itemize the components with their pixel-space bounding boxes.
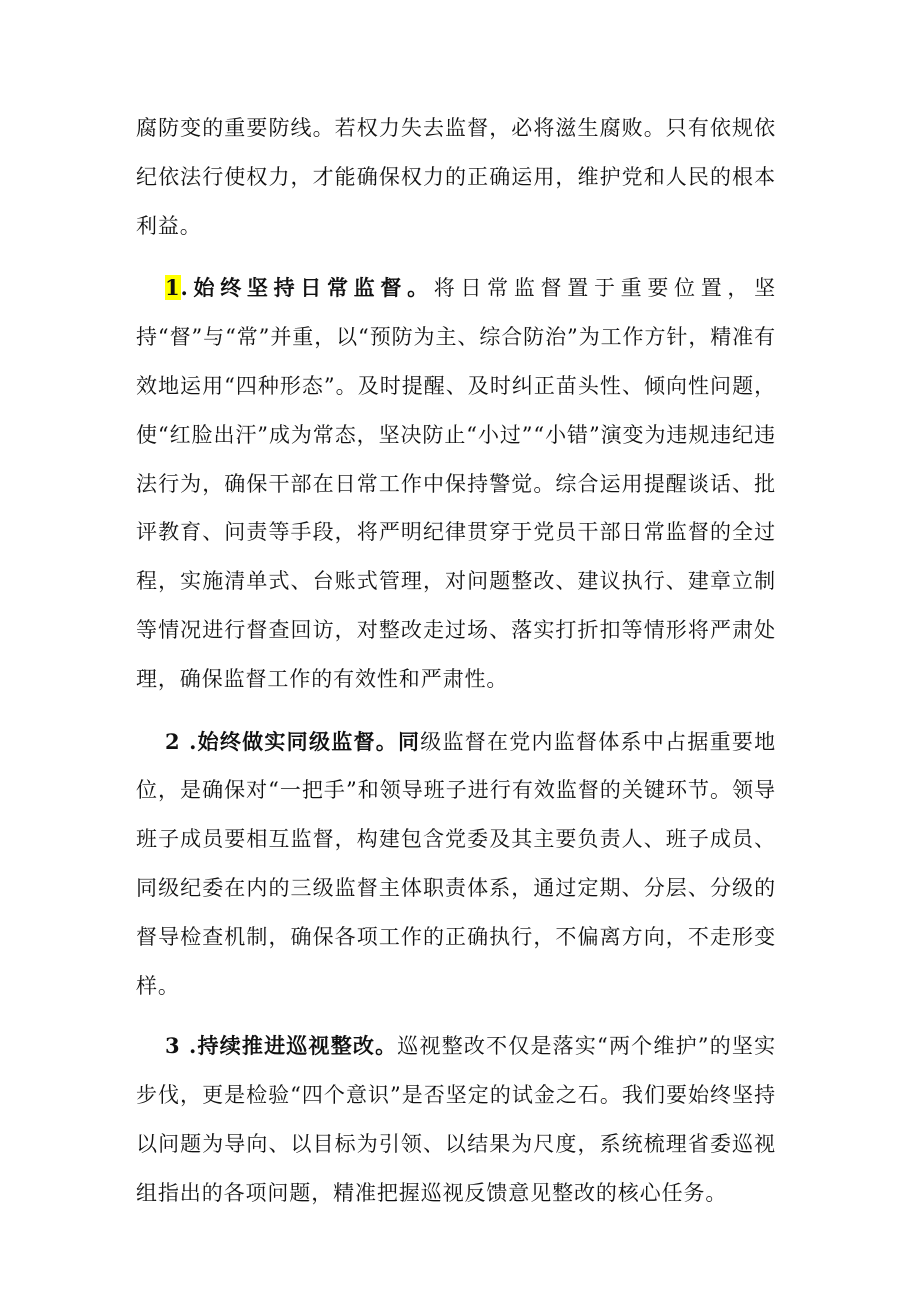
paragraph-section-2 — [136, 718, 776, 1011]
paragraph-body: 将日常监督置于重要位置，坚持“督”与“常”并重，以“预防为主、综合防治”为工作方针，精准有效地运用“四种形态”。及时提醒、及时纠正苗头性、倾向性问题，使“红脸出汗”成为常态，坚决防止“小过”“小错”演变为违规违纪违法行为，确保干部在日常工作中保持警觉。综合运用提醒谈话、批评教育、问责等手段，将严明纪律贯穿于党员干部日常监督的全过程，实施清单式、台账式管理，对问题整改、建议执行、建章立制等情况进行督查回访，对整改走过场、落实打折扣等情形将严肃处理，确保监督工作的有效性和严肃性。 — [136, 276, 777, 691]
section-heading: .始终坚持日常监督。 — [180, 275, 434, 301]
paragraph-body: 巡视整改不仅是落实“两个维护”的坚实步伐，更是检验“四个意识”是否坚定的试金之石。我们要始终坚持以问题为导向、以目标为引领、以结果为尺度，系统梳理省委巡视组指出的各项问题，精准把握巡视反馈意见整改的核心任务。 — [136, 1034, 776, 1205]
paragraph-section-3 — [136, 1022, 776, 1217]
paragraph-section-1 — [136, 264, 776, 703]
section-heading: .始终做实同级监督。同 — [180, 728, 421, 754]
paragraph-body: 腐防变的重要防线。若权力失去监督，必将滋生腐败。只有依规依纪依法行使权力，才能确保权力的正确运用，维护党和人民的根本利益。 — [136, 116, 776, 238]
section-number: 3 — [165, 1033, 181, 1059]
paragraph-body: 级监督在党内监督体系中占据重要地位，是确保对“一把手”和领导班子进行有效监督的关键环节。领导班子成员要相互监督，构建包含党委及其主要负责人、班子成员、同级纪委在内的三级监督主体职责体系，通过定期、分层、分级的督导检查机制，确保各项工作的正确执行，不偏离方向，不走形变样。 — [136, 729, 776, 998]
section-number: 2 — [165, 728, 181, 754]
paragraph-intro — [136, 104, 776, 250]
section-heading: .持续推进巡视整改。 — [180, 1033, 398, 1059]
section-number-highlighted: 1 — [165, 275, 181, 301]
document-page — [136, 104, 776, 1218]
